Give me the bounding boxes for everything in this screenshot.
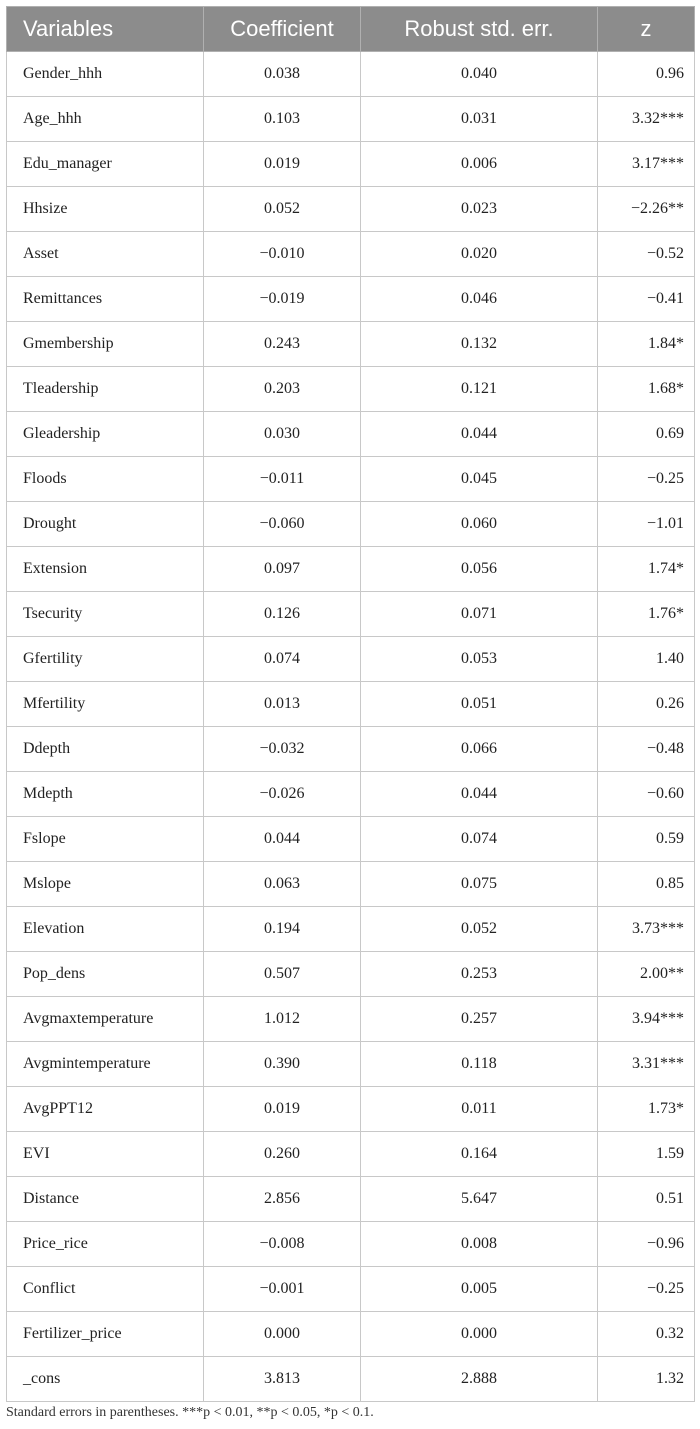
std-err-cell: 0.008 (361, 1222, 598, 1267)
variable-cell: Gender_hhh (7, 52, 204, 97)
table-row (7, 232, 695, 277)
z-cell: 0.26 (598, 682, 695, 727)
variable-cell: Asset (7, 232, 204, 277)
header-row (7, 7, 695, 52)
std-err-cell: 0.020 (361, 232, 598, 277)
variable-cell: _cons (7, 1357, 204, 1402)
coefficient-cell: −0.001 (204, 1267, 361, 1312)
z-cell: 1.74* (598, 547, 695, 592)
coefficient-cell: −0.032 (204, 727, 361, 772)
variable-cell: Edu_manager (7, 142, 204, 187)
z-cell: −1.01 (598, 502, 695, 547)
z-cell: 0.96 (598, 52, 695, 97)
table-row (7, 997, 695, 1042)
variable-cell: Gleadership (7, 412, 204, 457)
coefficient-cell: 0.103 (204, 97, 361, 142)
table-row (7, 1177, 695, 1222)
coefficient-cell: 0.194 (204, 907, 361, 952)
table-row (7, 97, 695, 142)
std-err-cell: 0.051 (361, 682, 598, 727)
variable-cell: Remittances (7, 277, 204, 322)
table-row (7, 187, 695, 232)
coefficient-cell: 0.019 (204, 142, 361, 187)
std-err-cell: 0.121 (361, 367, 598, 412)
std-err-cell: 2.888 (361, 1357, 598, 1402)
variable-cell: Gfertility (7, 637, 204, 682)
table-row (7, 142, 695, 187)
std-err-cell: 0.044 (361, 412, 598, 457)
variable-cell: Distance (7, 1177, 204, 1222)
z-cell: 3.94*** (598, 997, 695, 1042)
table-row (7, 547, 695, 592)
variable-cell: Mslope (7, 862, 204, 907)
variable-cell: AvgPPT12 (7, 1087, 204, 1132)
z-cell: 3.73*** (598, 907, 695, 952)
z-cell: 1.76* (598, 592, 695, 637)
variable-cell: Mfertility (7, 682, 204, 727)
std-err-cell: 0.045 (361, 457, 598, 502)
variable-cell: Elevation (7, 907, 204, 952)
std-err-cell: 0.071 (361, 592, 598, 637)
z-cell: 0.51 (598, 1177, 695, 1222)
z-cell: 1.59 (598, 1132, 695, 1177)
z-cell: 1.40 (598, 637, 695, 682)
table-row (7, 1087, 695, 1132)
coefficient-cell: −0.026 (204, 772, 361, 817)
coefficient-cell: 0.390 (204, 1042, 361, 1087)
coefficient-cell: 0.507 (204, 952, 361, 997)
table-row (7, 682, 695, 727)
z-cell: −2.26** (598, 187, 695, 232)
table-row (7, 1132, 695, 1177)
header-z: z (598, 7, 695, 52)
z-cell: 1.73* (598, 1087, 695, 1132)
coefficient-cell: 0.052 (204, 187, 361, 232)
table-body (7, 52, 695, 1402)
variable-cell: Drought (7, 502, 204, 547)
variable-cell: EVI (7, 1132, 204, 1177)
coefficient-cell: 0.074 (204, 637, 361, 682)
table-row (7, 277, 695, 322)
z-cell: 0.32 (598, 1312, 695, 1357)
variable-cell: Fertilizer_price (7, 1312, 204, 1357)
std-err-cell: 0.253 (361, 952, 598, 997)
z-cell: −0.41 (598, 277, 695, 322)
coefficient-cell: 0.038 (204, 52, 361, 97)
regression-table (6, 6, 695, 1402)
std-err-cell: 0.040 (361, 52, 598, 97)
header-robust-std-err: Robust std. err. (361, 7, 598, 52)
variable-cell: Gmembership (7, 322, 204, 367)
table-row (7, 1312, 695, 1357)
variable-cell: Age_hhh (7, 97, 204, 142)
table-row (7, 1042, 695, 1087)
coefficient-cell: 0.097 (204, 547, 361, 592)
std-err-cell: 0.164 (361, 1132, 598, 1177)
table-row (7, 367, 695, 412)
coefficient-cell: 0.019 (204, 1087, 361, 1132)
std-err-cell: 0.132 (361, 322, 598, 367)
z-cell: −0.25 (598, 457, 695, 502)
z-cell: 1.32 (598, 1357, 695, 1402)
z-cell: 3.31*** (598, 1042, 695, 1087)
coefficient-cell: −0.008 (204, 1222, 361, 1267)
coefficient-cell: 0.260 (204, 1132, 361, 1177)
std-err-cell: 0.044 (361, 772, 598, 817)
coefficient-cell: 2.856 (204, 1177, 361, 1222)
variable-cell: Price_rice (7, 1222, 204, 1267)
table-row (7, 1267, 695, 1312)
coefficient-cell: 0.126 (204, 592, 361, 637)
coefficient-cell: 0.243 (204, 322, 361, 367)
std-err-cell: 0.060 (361, 502, 598, 547)
coefficient-cell: 0.013 (204, 682, 361, 727)
coefficient-cell: 0.063 (204, 862, 361, 907)
z-cell: 0.59 (598, 817, 695, 862)
std-err-cell: 0.056 (361, 547, 598, 592)
std-err-cell: 0.000 (361, 1312, 598, 1357)
coefficient-cell: −0.010 (204, 232, 361, 277)
z-cell: 2.00** (598, 952, 695, 997)
std-err-cell: 0.052 (361, 907, 598, 952)
header-variables: Variables (7, 7, 204, 52)
coefficient-cell: 0.030 (204, 412, 361, 457)
variable-cell: Hhsize (7, 187, 204, 232)
table-row (7, 817, 695, 862)
std-err-cell: 0.023 (361, 187, 598, 232)
table-row (7, 952, 695, 997)
table-row (7, 772, 695, 817)
z-cell: −0.52 (598, 232, 695, 277)
z-cell: 1.84* (598, 322, 695, 367)
table-row (7, 457, 695, 502)
table-row (7, 862, 695, 907)
z-cell: −0.48 (598, 727, 695, 772)
coefficient-cell: 1.012 (204, 997, 361, 1042)
coefficient-cell: 0.000 (204, 1312, 361, 1357)
coefficient-cell: −0.019 (204, 277, 361, 322)
z-cell: 0.69 (598, 412, 695, 457)
variable-cell: Conflict (7, 1267, 204, 1312)
z-cell: −0.60 (598, 772, 695, 817)
std-err-cell: 0.075 (361, 862, 598, 907)
z-cell: −0.25 (598, 1267, 695, 1312)
variable-cell: Tsecurity (7, 592, 204, 637)
table-footnote: Standard errors in parentheses. ***p < 0.01, **p < 0.05, *p < 0.1. (6, 1405, 374, 1420)
std-err-cell: 0.053 (361, 637, 598, 682)
variable-cell: Extension (7, 547, 204, 592)
table-row (7, 727, 695, 772)
table-row (7, 1222, 695, 1267)
coefficient-cell: 0.203 (204, 367, 361, 412)
z-cell: 0.85 (598, 862, 695, 907)
std-err-cell: 0.074 (361, 817, 598, 862)
table-row (7, 637, 695, 682)
variable-cell: Avgmintemperature (7, 1042, 204, 1087)
std-err-cell: 0.066 (361, 727, 598, 772)
variable-cell: Floods (7, 457, 204, 502)
coefficient-cell: −0.060 (204, 502, 361, 547)
std-err-cell: 0.046 (361, 277, 598, 322)
z-cell: 3.17*** (598, 142, 695, 187)
variable-cell: Avgmaxtemperature (7, 997, 204, 1042)
std-err-cell: 0.257 (361, 997, 598, 1042)
std-err-cell: 0.031 (361, 97, 598, 142)
std-err-cell: 5.647 (361, 1177, 598, 1222)
variable-cell: Ddepth (7, 727, 204, 772)
z-cell: 3.32*** (598, 97, 695, 142)
table-row (7, 907, 695, 952)
variable-cell: Fslope (7, 817, 204, 862)
header-coefficient: Coefficient (204, 7, 361, 52)
variable-cell: Pop_dens (7, 952, 204, 997)
variable-cell: Tleadership (7, 367, 204, 412)
table-row (7, 1357, 695, 1402)
table-row (7, 412, 695, 457)
coefficient-cell: −0.011 (204, 457, 361, 502)
z-cell: 1.68* (598, 367, 695, 412)
table-row (7, 52, 695, 97)
coefficient-cell: 0.044 (204, 817, 361, 862)
std-err-cell: 0.011 (361, 1087, 598, 1132)
std-err-cell: 0.006 (361, 142, 598, 187)
table-row (7, 502, 695, 547)
std-err-cell: 0.005 (361, 1267, 598, 1312)
table-header (7, 7, 695, 52)
coefficient-cell: 3.813 (204, 1357, 361, 1402)
table-row (7, 592, 695, 637)
std-err-cell: 0.118 (361, 1042, 598, 1087)
z-cell: −0.96 (598, 1222, 695, 1267)
table-row (7, 322, 695, 367)
variable-cell: Mdepth (7, 772, 204, 817)
